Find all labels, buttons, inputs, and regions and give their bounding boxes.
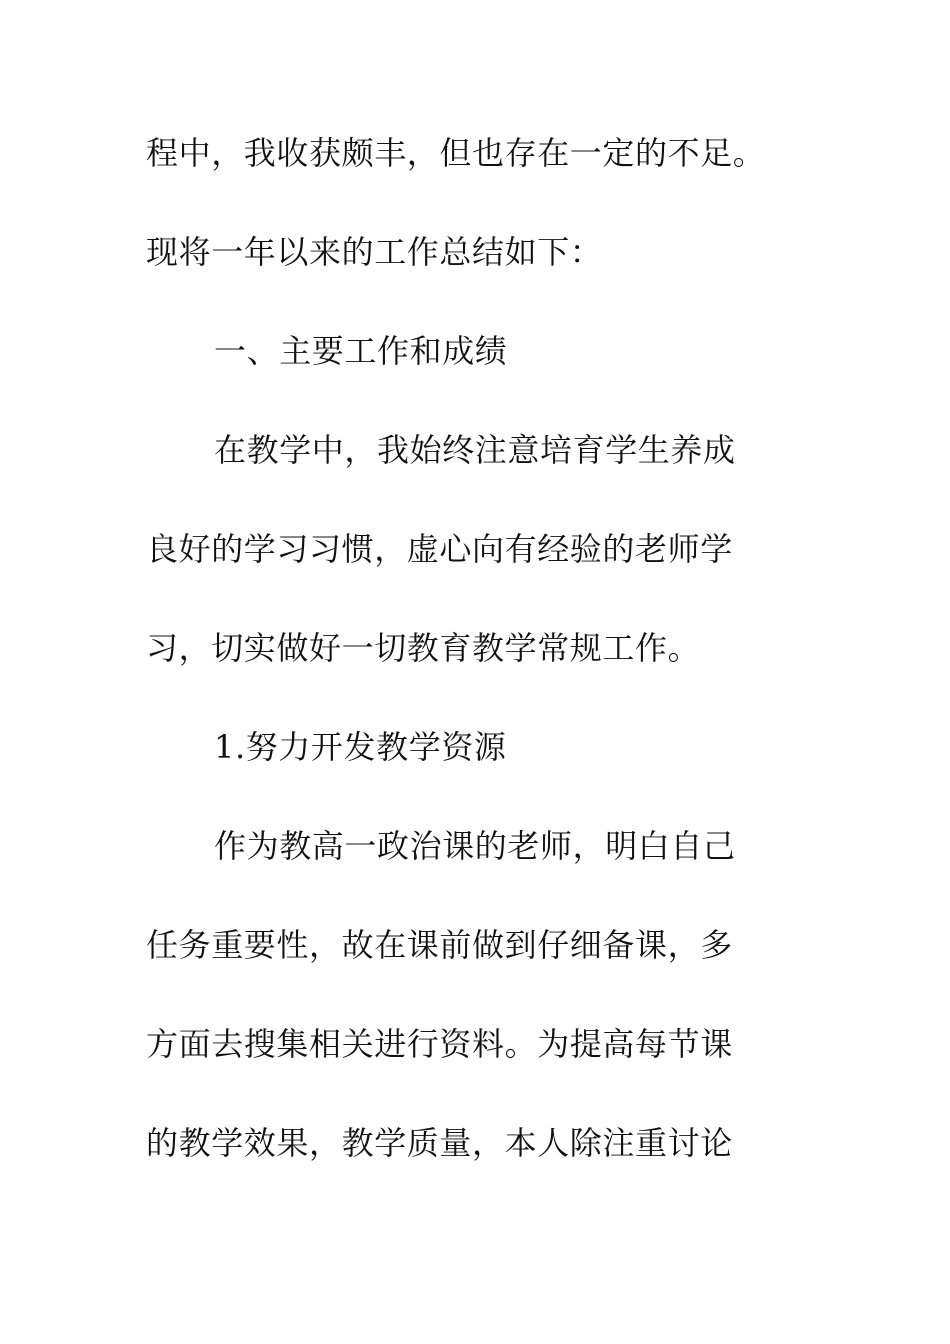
body-text-line: 习，切实做好一切教育教学常规工作。 <box>146 629 701 667</box>
subsection-heading: 1.努力开发教学资源 <box>214 728 507 766</box>
section-heading: 一、主要工作和成绩 <box>214 332 508 370</box>
paragraph-first-line: 作为教高一政治课的老师，明白自己 <box>214 827 736 865</box>
body-text-line: 现将一年以来的工作总结如下： <box>146 233 603 271</box>
body-text-line: 的教学效果，教学质量，本人除注重讨论 <box>146 1124 733 1162</box>
body-text-line: 程中，我收获颇丰，但也存在一定的不足。 <box>146 134 766 172</box>
paragraph-first-line: 在教学中，我始终注意培育学生养成 <box>214 431 736 469</box>
body-text-line: 任务重要性，故在课前做到仔细备课，多 <box>146 926 733 964</box>
body-text-line: 方面去搜集相关进行资料。为提高每节课 <box>146 1025 733 1063</box>
body-text-line: 良好的学习习惯，虚心向有经验的老师学 <box>146 530 733 568</box>
